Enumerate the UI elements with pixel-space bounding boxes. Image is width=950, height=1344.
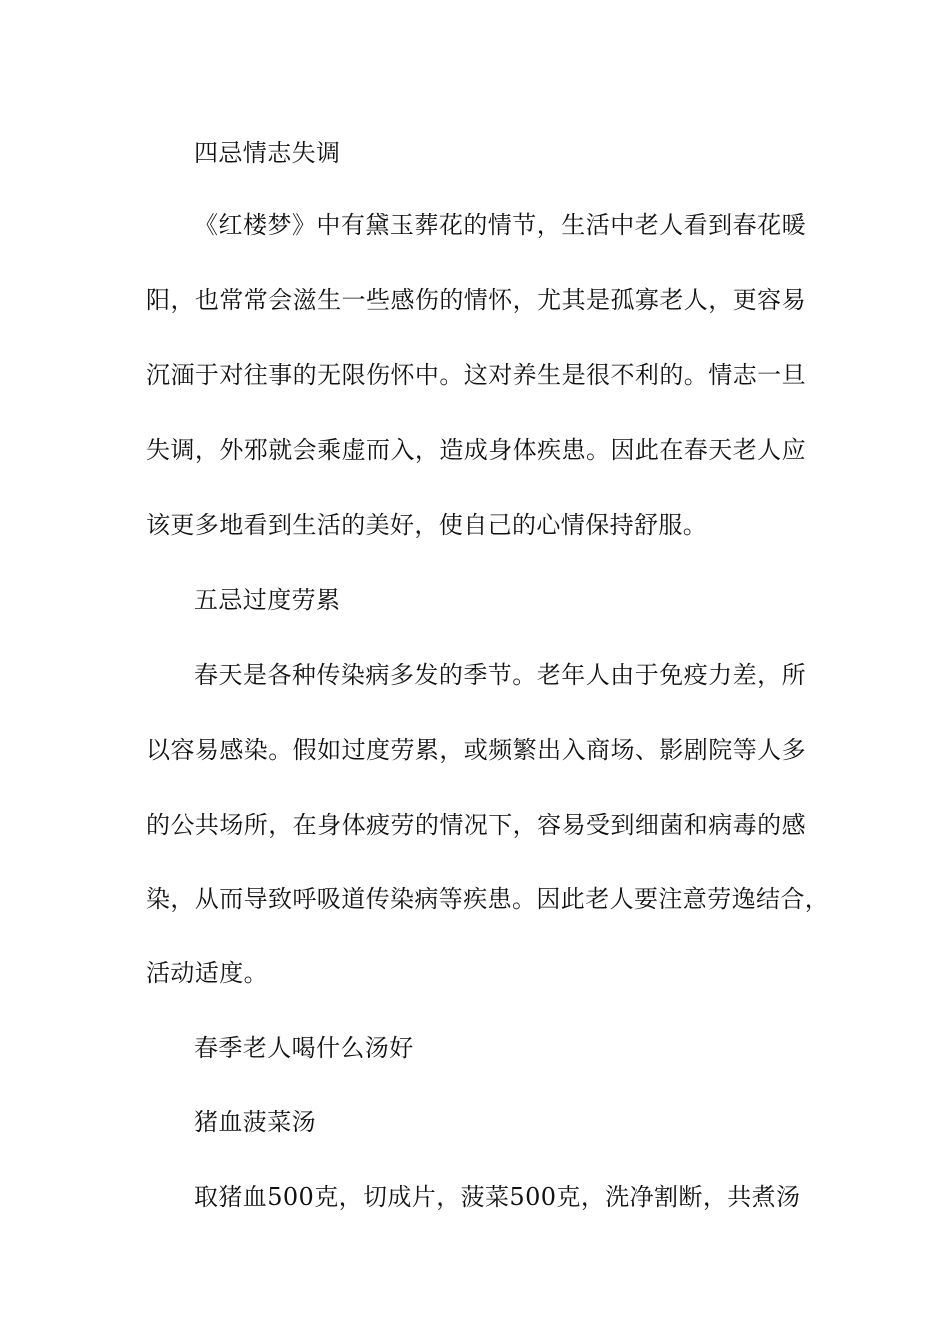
paragraph-line: 活动适度。 <box>146 959 268 987</box>
section-heading: 四忌情志失调 <box>194 139 341 167</box>
paragraph-line: 该更多地看到生活的美好，使自己的心情保持舒服。 <box>146 511 708 539</box>
paragraph-line: 以容易感染。假如过度劳累，或频繁出入商场、影剧院等人多 <box>146 736 806 764</box>
paragraph-line: 染，从而导致呼吸道传染病等疾患。因此老人要注意劳逸结合， <box>146 885 830 913</box>
paragraph-line: 春天是各种传染病多发的季节。老年人由于免疫力差，所 <box>194 661 806 689</box>
paragraph-line: 沉湎于对往事的无限伤怀中。这对养生是很不利的。情志一旦 <box>146 361 806 389</box>
paragraph-line: 失调，外邪就会乘虚而入，造成身体疾患。因此在春天老人应 <box>146 436 806 464</box>
paragraph-line: 的公共场所，在身体疲劳的情况下，容易受到细菌和病毒的感 <box>146 811 806 839</box>
paragraph-line: 阳，也常常会滋生一些感伤的情怀，尤其是孤寡老人，更容易 <box>146 286 806 314</box>
subsection-heading: 猪血菠菜汤 <box>194 1108 316 1136</box>
paragraph-line: 取猪血500克，切成片，菠菜500克，洗净割断，共煮汤 <box>194 1183 801 1211</box>
section-heading: 五忌过度劳累 <box>194 586 341 614</box>
paragraph-line: 《红楼梦》中有黛玉葬花的情节，生活中老人看到春花暖 <box>194 211 806 239</box>
section-heading: 春季老人喝什么汤好 <box>194 1034 414 1062</box>
